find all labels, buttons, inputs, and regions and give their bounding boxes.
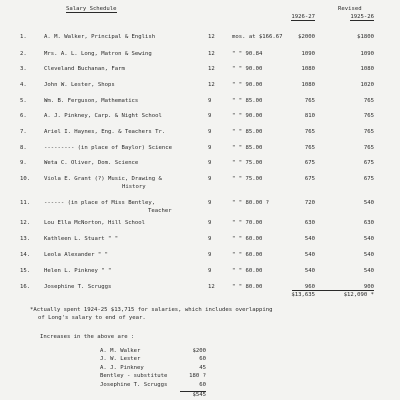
increase-name: A. M. Walker	[100, 348, 141, 354]
increase-amount: 180 ?	[189, 373, 206, 380]
salary-1926-27: 765	[304, 145, 315, 151]
employee-name: John W. Lester, Shops	[44, 82, 115, 88]
monthly-rate: " " 90.00	[232, 66, 263, 72]
row-number: 8.	[20, 145, 27, 151]
salary-1925-26: 630	[363, 220, 374, 226]
monthly-rate: " " 85.00	[232, 98, 263, 104]
table-row	[0, 200, 400, 214]
employee-name: Leola Alexander " "	[44, 252, 108, 258]
column-b-header-line1: Revised	[338, 6, 362, 12]
table-row	[0, 82, 400, 96]
row-number: 11.	[20, 200, 31, 206]
table-row	[0, 51, 400, 65]
salary-1926-27: 720	[304, 200, 315, 206]
salary-1926-27: $2000	[298, 34, 315, 40]
employee-name: Lou Ella McNorton, Hill School	[44, 220, 146, 226]
monthly-rate: " " 75.00	[232, 176, 263, 182]
row-number: 3.	[20, 66, 27, 72]
footnote-line-2: of Long's salary to end of year.	[38, 315, 146, 321]
row-number: 15.	[20, 268, 31, 274]
salary-1925-26: 540	[363, 252, 374, 258]
months: 9	[208, 220, 212, 226]
row-number: 2.	[20, 51, 27, 57]
footnote-line-1: *Actually spent 1924-25 $13,715 for salaries, which includes overlapping	[30, 307, 273, 313]
monthly-rate: " " 85.00	[232, 145, 263, 151]
months: 9	[208, 236, 212, 242]
months: 12	[208, 82, 215, 88]
row-number: 5.	[20, 98, 27, 104]
salary-1926-27: 1080	[301, 82, 315, 88]
months: 9	[208, 200, 212, 206]
monthly-rate: " " 70.00	[232, 220, 263, 226]
increases-title: Increases in the above are :	[40, 334, 135, 340]
salary-1925-26: 675	[363, 160, 374, 166]
salary-1925-26: 765	[363, 129, 374, 135]
employee-name: Ariel I. Haynes, Eng. & Teachers Tr.	[44, 129, 166, 135]
months: 9	[208, 252, 212, 258]
increase-name: Josephine T. Scruggs	[100, 381, 168, 388]
table-row	[0, 160, 400, 174]
months: 12	[208, 34, 215, 40]
monthly-rate: " " 75.00	[232, 160, 263, 166]
increase-name: J. W. Lester	[100, 356, 141, 363]
monthly-rate: " " 90.00	[232, 113, 263, 119]
total-1926-27: $13,635	[291, 292, 315, 298]
salary-1925-26: 1020	[360, 82, 374, 88]
employee-name: Weta C. Oliver, Dom. Science	[44, 160, 139, 166]
months: 9	[208, 145, 212, 151]
employee-name: Josephine T. Scruggs	[44, 284, 112, 290]
table-row	[0, 236, 400, 250]
employee-name: A. J. Pinkney, Carp. & Night School	[44, 113, 162, 119]
salary-1925-26: 765	[363, 145, 374, 151]
salary-1926-27: 675	[304, 160, 315, 166]
row-number: 7.	[20, 129, 27, 135]
months: 9	[208, 176, 212, 182]
table-row	[0, 98, 400, 112]
employee-name-line2: History	[122, 184, 146, 190]
document-title: Salary Schedule	[66, 6, 117, 12]
months: 12	[208, 66, 215, 72]
table-row	[0, 66, 400, 80]
employee-name: --------- (in place of Baylor) Science	[44, 145, 172, 151]
salary-1925-26: 540	[363, 268, 374, 274]
monthly-rate: " " 60.00	[232, 268, 263, 274]
row-number: 1.	[20, 34, 27, 40]
row-number: 16.	[20, 284, 31, 290]
employee-name-line2: Teacher	[148, 208, 172, 214]
employee-name: Mrs. A. L. Long, Matron & Sewing	[44, 51, 152, 57]
salary-1926-27: 675	[304, 176, 315, 182]
monthly-rate: " " 60.00	[232, 252, 263, 258]
totals-rule	[292, 290, 374, 291]
salary-1926-27: 1080	[301, 66, 315, 72]
salary-1925-26: 765	[363, 98, 374, 104]
employee-name: A. M. Walker, Principal & English	[44, 34, 156, 40]
salary-1925-26: 540	[363, 236, 374, 242]
months: 9	[208, 268, 212, 274]
employee-name: ------ (in place of Miss Bentley,	[44, 200, 156, 206]
increase-amount: 60	[199, 381, 206, 388]
row-number: 4.	[20, 82, 27, 88]
months: 12	[208, 51, 215, 57]
column-b-header-line2: 1925-26	[350, 14, 374, 20]
total-1925-26: $12,090 *	[343, 292, 374, 298]
table-row	[0, 129, 400, 143]
increase-name: A. J. Pinkney	[100, 364, 144, 371]
monthly-rate: mos. at $166.67	[232, 34, 283, 40]
increase-name: Bentley - substitute	[100, 373, 168, 380]
increase-amount: 45	[199, 364, 206, 371]
table-row	[0, 145, 400, 159]
salary-1925-26: 900	[363, 284, 374, 290]
table-row	[0, 220, 400, 234]
employee-name: Wm. B. Ferguson, Mathematics	[44, 98, 139, 104]
salary-1926-27: 765	[304, 129, 315, 135]
salary-1926-27: 765	[304, 98, 315, 104]
employee-name: Helen L. Pinkney " "	[44, 268, 112, 274]
increase-amount: 60	[199, 356, 206, 363]
increase-amount: $200	[192, 348, 206, 354]
months: 9	[208, 113, 212, 119]
salary-1925-26: 765	[363, 113, 374, 119]
salary-1926-27: 540	[304, 252, 315, 258]
monthly-rate: " " 80.00 ?	[232, 200, 270, 206]
salary-1925-26: 1080	[360, 66, 374, 72]
employee-name: Viola E. Grant (?) Music, Drawing &	[44, 176, 162, 182]
monthly-rate: " " 85.00	[232, 129, 263, 135]
table-row	[0, 268, 400, 282]
salary-1926-27: 810	[304, 113, 315, 119]
salary-1926-27: 630	[304, 220, 315, 226]
table-row	[0, 176, 400, 190]
months: 12	[208, 284, 215, 290]
row-number: 9.	[20, 160, 27, 166]
salary-1926-27: 1090	[301, 51, 315, 57]
row-number: 10.	[20, 176, 31, 182]
salary-1925-26: 1090	[360, 51, 374, 57]
months: 9	[208, 129, 212, 135]
employee-name: Cleveland Buchanan, Farm	[44, 66, 125, 72]
table-row	[0, 34, 400, 48]
increases-total: $545	[192, 392, 206, 398]
monthly-rate: " " 90.00	[232, 82, 263, 88]
table-row	[0, 252, 400, 266]
salary-1925-26: 540	[363, 200, 374, 206]
row-number: 12.	[20, 220, 31, 226]
column-a-header: 1926-27	[291, 14, 315, 20]
salary-1925-26: 675	[363, 176, 374, 182]
employee-name: Kathleen L. Stuart " "	[44, 236, 119, 242]
monthly-rate: " " 60.00	[232, 236, 263, 242]
row-number: 13.	[20, 236, 31, 242]
salary-1925-26: $1800	[357, 34, 374, 40]
monthly-rate: " " 90.84	[232, 51, 263, 57]
salary-1926-27: 960	[304, 284, 315, 290]
months: 9	[208, 98, 212, 104]
table-row	[0, 113, 400, 127]
row-number: 6.	[20, 113, 27, 119]
salary-1926-27: 540	[304, 236, 315, 242]
months: 9	[208, 160, 212, 166]
salary-1926-27: 540	[304, 268, 315, 274]
row-number: 14.	[20, 252, 31, 258]
monthly-rate: " " 80.00	[232, 284, 263, 290]
